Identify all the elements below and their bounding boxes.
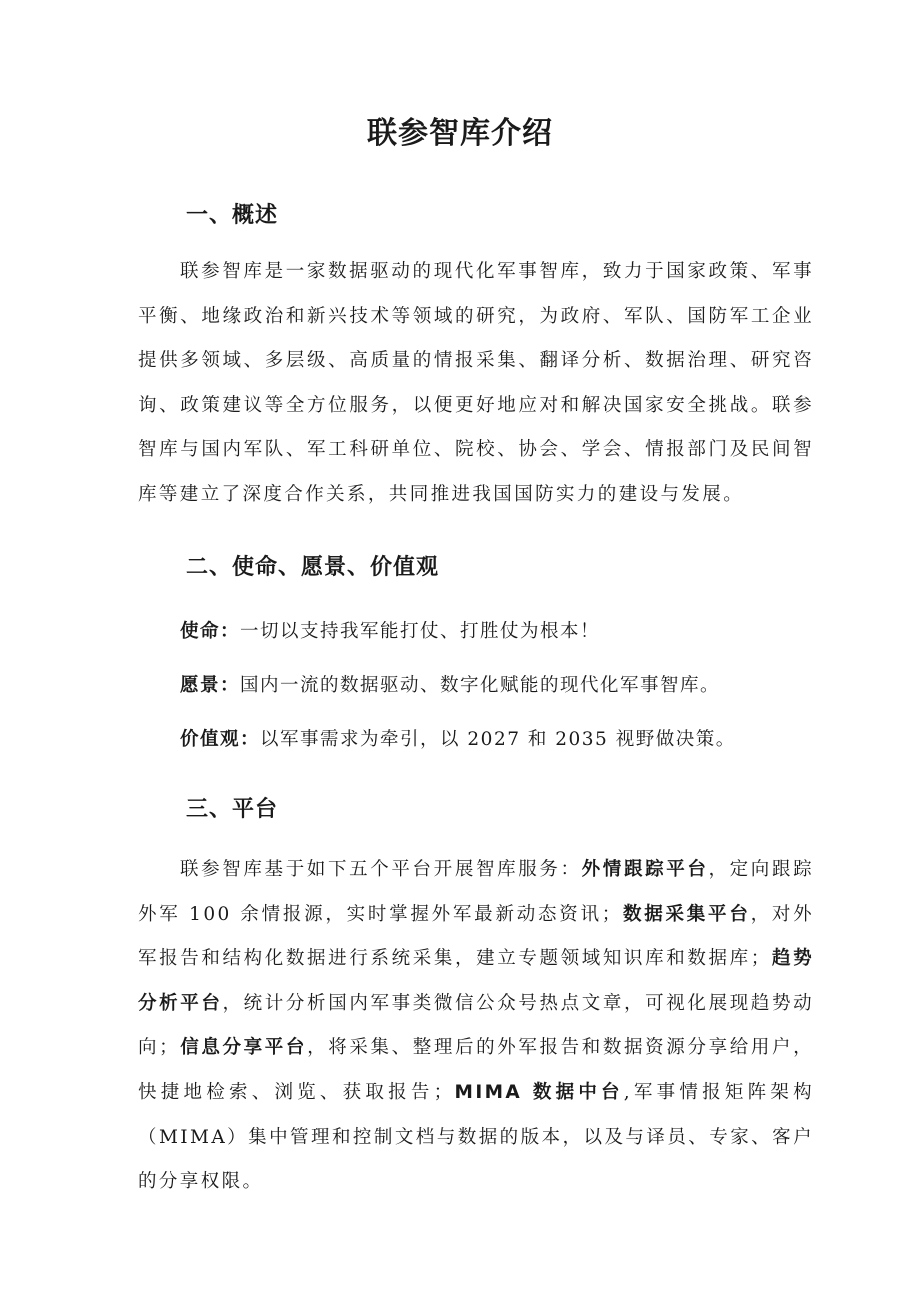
section-heading-overview: 一、概述 [186,203,279,228]
platform-desc-data-collection: ，对外军报告和结构化数据进行系统采集，建立专题领域知识库和数据库； [138,903,815,970]
platform-name-info-sharing: 信息分享平台 [180,1037,308,1059]
section-heading-platforms: 三、平台 [186,797,279,822]
mission-text: 一切以支持我军能打仗、打胜仗为根本！ [240,621,601,642]
platform-name-trend-analysis: 趋势分析平台 [138,948,814,1014]
platform-desc-intel-tracking: ，定向跟踪外军 100 余情报源，实时掌握外军最新动态资讯； [138,859,814,925]
vision-text: 国内一流的数据驱动、数字化赋能的现代化军事智库。 [240,675,721,696]
platforms-paragraph [138,848,814,1205]
values-label: 价值观： [180,729,261,750]
platform-name-mima: MIMA 数据中台 [454,1081,624,1103]
platform-name-intel-tracking: 外情跟踪平台 [581,859,709,880]
platform-desc-trend-analysis: ，统计分析国内军事类微信公众号热点文章，可视化展现趋势动向； [138,992,814,1059]
values-text: 以军事需求为牵引，以 2027 和 2035 视野做决策。 [260,729,736,750]
platform-name-data-collection: 数据采集平台 [622,903,751,925]
document-title: 联参智库介绍 [367,116,553,151]
platform-desc-info-sharing: ，将采集、整理后的外军报告和数据资源分享给用户，快捷地检索、浏览、获取报告； [138,1037,815,1103]
mission-line [180,617,820,643]
platforms-intro: 联参智库基于如下五个平台开展智库服务： [180,859,582,880]
platform-desc-mima: ,军事情报矩阵架构（MIMA）集中管理和控制文档与数据的版本，以及与译员、专家、客户的分享权限。 [138,1081,814,1193]
mission-label: 使命： [180,621,241,642]
vision-line [180,671,820,697]
overview-paragraph: 联参智库是一家数据驱动的现代化军事智库，致力于国家政策、军事平衡、地缘政治和新兴技术等领域的研究，为政府、军队、国防军工企业提供多领域、多层级、高质量的情报采集、翻译分析、数据治理、研究咨询、政策建议等全方位服务，以便更好地应对和解决国家安全挑战。联参智库与国内军队、军工科研单位、院校、协会、学会、情报部门及民间智库等建立了深度合作关系，共同推进我国国防实力的建设与发展。 [138,261,814,505]
vision-label: 愿景： [180,675,241,696]
section-heading-mission: 二、使命、愿景、价值观 [186,555,440,580]
values-line [180,725,820,751]
